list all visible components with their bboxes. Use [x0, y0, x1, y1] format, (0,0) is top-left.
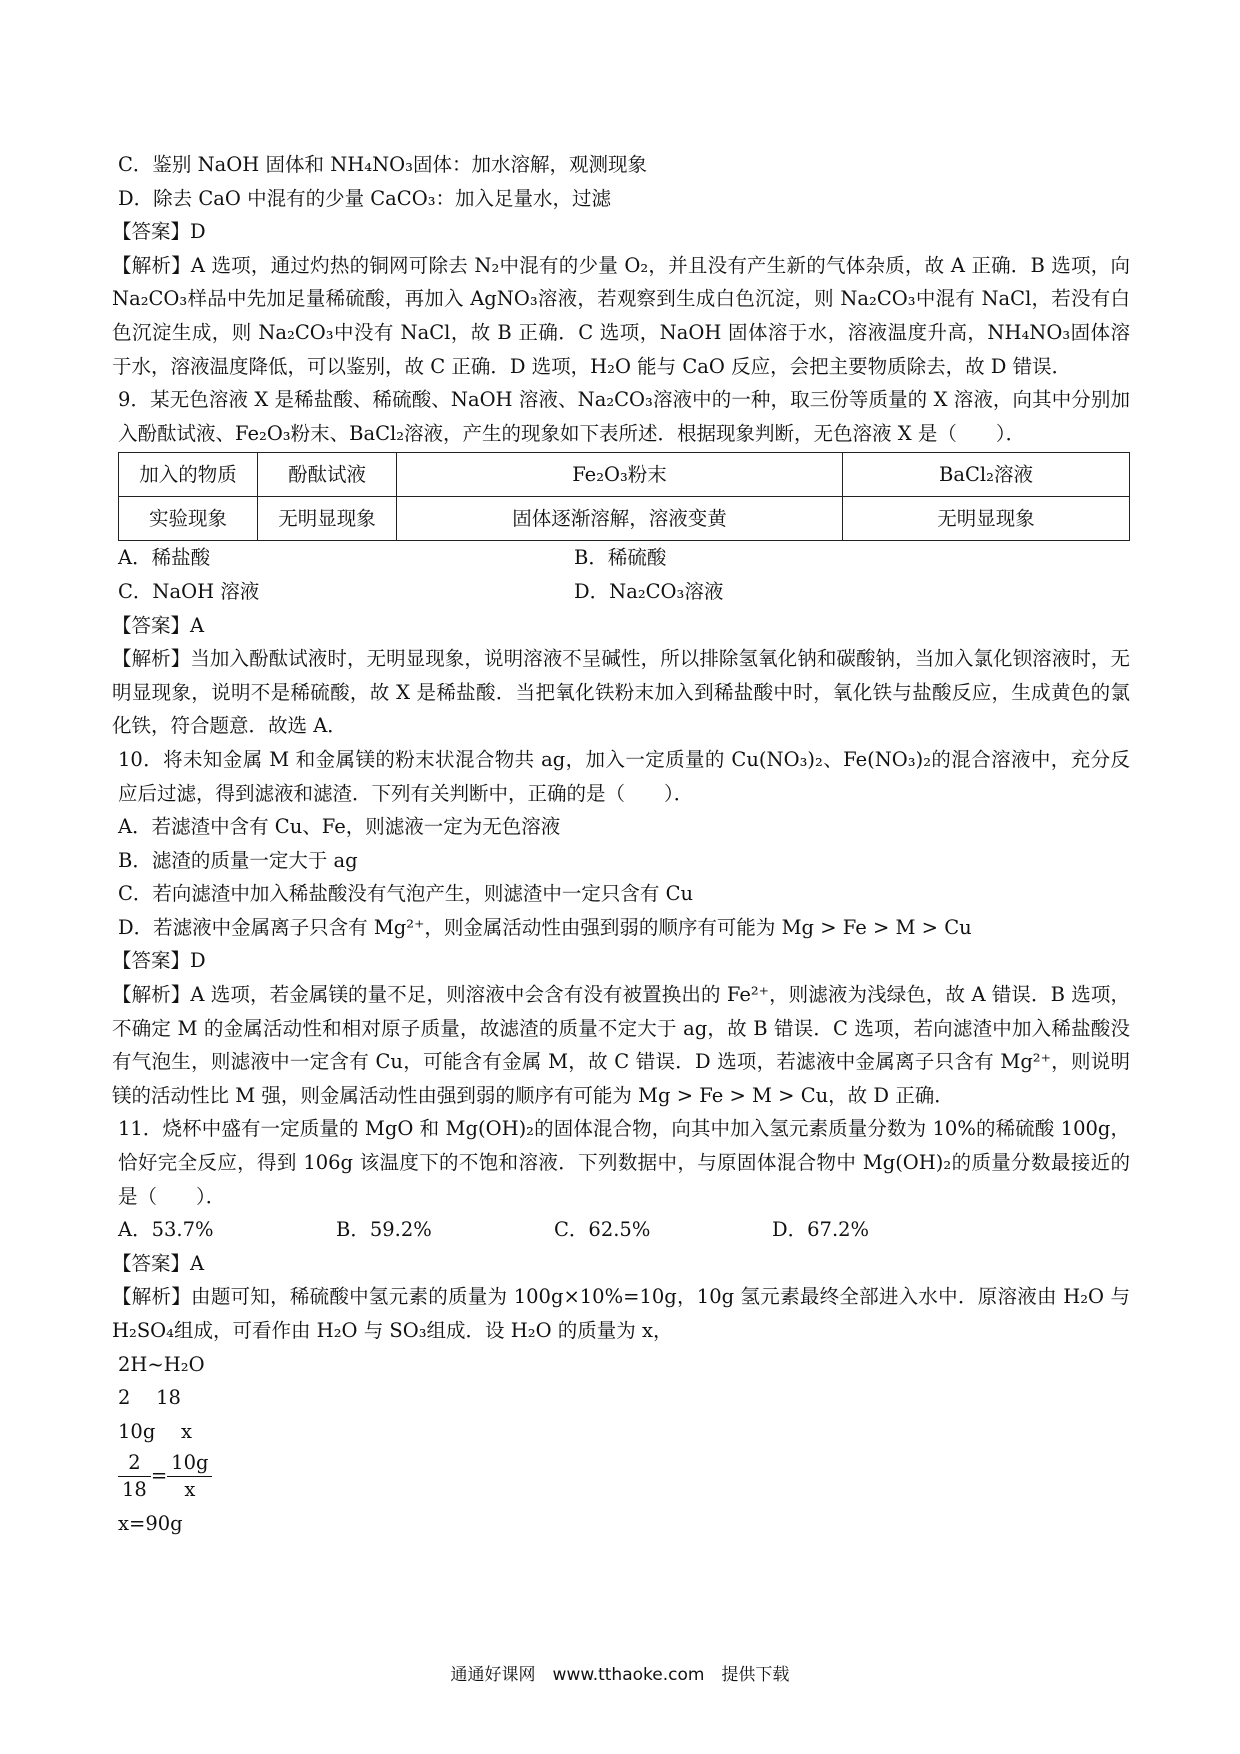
- q11-option-d: D．67.2%: [772, 1218, 870, 1242]
- q10-option-a: A．若滤渣中含有 Cu、Fe，则滤液一定为无色溶液: [118, 815, 561, 839]
- q10-analysis: 【解析】A 选项，若金属镁的量不足，则溶液中会含有没有被置换出的 Fe²⁺，则滤液为浅绿色，故 A 错误．B 选项，不确定 M 的金属活动性和相对原子质量，故滤渣的质量不定大于 ag，故 B 错误．C 选项，若向滤渣中加入稀盐酸没有气泡生，则滤液中一定含有 Cu，可能含有金属 M，故 C 错误．D 选项，若滤液中金属离子只含有 Mg²⁺，则说明镁的活动性比 M 强，则金属活动性由强到弱的顺序有可能为 Mg > Fe > M > Cu，故 D 正确．: [112, 983, 1130, 1107]
- q8-answer: 【答案】D: [112, 220, 206, 244]
- table-cell: 酚酞试液: [258, 453, 397, 497]
- table-row: [119, 497, 1130, 541]
- q11-option-b: B．59.2%: [336, 1218, 432, 1242]
- table-cell: 无明显现象: [843, 497, 1130, 541]
- q11-option-c: C．62.5%: [554, 1218, 651, 1242]
- q10-stem: 10．将未知金属 M 和金属镁的粉末状混合物共 ag，加入一定质量的 Cu(NO₃)₂、Fe(NO₃)₂的混合溶液中，充分反应后过滤，得到滤液和滤渣．下列有关判断中，正确的是（ ）．: [118, 747, 1130, 805]
- calc-line-3: 10g x: [118, 1419, 192, 1443]
- q9-option-c: C．NaOH 溶液: [118, 579, 260, 603]
- table-row: [119, 453, 1130, 497]
- calc-line-2: 2 18: [118, 1386, 181, 1410]
- page-footer: 通通好课网 www.tthaoke.com 提供下载: [450, 1665, 790, 1685]
- q10-answer: 【答案】D: [112, 949, 206, 973]
- calc-line-1: 2H~H₂O: [118, 1352, 205, 1376]
- table-cell: 加入的物质: [119, 453, 258, 497]
- table-cell: 固体逐渐溶解，溶液变黄: [397, 497, 843, 541]
- q10-option-b: B．滤渣的质量一定大于 ag: [118, 848, 358, 872]
- calc-proportion: [118, 1450, 1130, 1503]
- table-cell: 无明显现象: [258, 497, 397, 541]
- q8-option-c: C．鉴别 NaOH 固体和 NH₄NO₃固体：加水溶解，观测现象: [118, 153, 647, 176]
- q8-option-d: D．除去 CaO 中混有的少量 CaCO₃：加入足量水，过滤: [118, 186, 612, 210]
- q11-stem: 11．烧杯中盛有一定质量的 MgO 和 Mg(OH)₂的固体混合物，向其中加入氢元素质量分数为 10%的稀硫酸 100g，恰好完全反应，得到 106g 该温度下的不饱和溶液．下列数据中，与原固体混合物中 Mg(OH)₂的质量分数最接近的是（ ）．: [118, 1117, 1130, 1208]
- q8-analysis: 【解析】A 选项，通过灼热的铜网可除去 N₂中混有的少量 O₂，并且没有产生新的气体杂质，故 A 正确．B 选项，向 Na₂CO₃样品中先加足量稀硫酸，再加入 AgNO₃溶液，若观察到生成白色沉淀，则 Na₂CO₃中混有 NaCl，若没有白色沉淀生成，则 Na₂CO₃中没有 NaCl，故 B 正确．C 选项，NaOH 固体溶于水，溶液温度升高，NH₄NO₃固体溶于水，溶液温度降低，可以鉴别，故 C 正确．D 选项，H₂O 能与 CaO 反应，会把主要物质除去，故 D 错误．: [112, 253, 1130, 378]
- fraction-left: [118, 1450, 151, 1503]
- fraction-denominator: x: [184, 1478, 196, 1502]
- q9-table: [118, 452, 1130, 541]
- table-cell: Fe₂O₃粉末: [397, 453, 843, 497]
- table-cell: 实验现象: [119, 497, 258, 541]
- document-body: [112, 148, 1130, 1541]
- equals-sign: =: [150, 1464, 168, 1488]
- q9-stem: 9．某无色溶液 X 是稀盐酸、稀硫酸、NaOH 溶液、Na₂CO₃溶液中的一种，取三份等质量的 X 溶液，向其中分别加入酚酞试液、Fe₂O₃粉末、BaCl₂溶液，产生的现象如下表所述．根据现象判断，无色溶液 X 是（ ）．: [118, 388, 1130, 445]
- table-cell: BaCl₂溶液: [843, 453, 1130, 497]
- calc-result: x=90g: [118, 1512, 183, 1536]
- q11-answer: 【答案】A: [112, 1251, 205, 1275]
- q11-option-a: A．53.7%: [118, 1218, 214, 1242]
- q9-options-row-1: [118, 541, 1130, 575]
- q9-analysis: 【解析】当加入酚酞试液时，无明显现象，说明溶液不呈碱性，所以排除氢氧化钠和碳酸钠，当加入氯化钡溶液时，无明显现象，说明不是稀硫酸，故 X 是稀盐酸．当把氧化铁粉末加入到稀盐酸中时，氧化铁与盐酸反应，生成黄色的氯化铁，符合题意．故选 A．: [112, 647, 1130, 738]
- fraction-right: [167, 1450, 212, 1503]
- q11-analysis: 【解析】由题可知，稀硫酸中氢元素的质量为 100g×10%=10g，10g 氢元素最终全部进入水中．原溶液由 H₂O 与 H₂SO₄组成，可看作由 H₂O 与 SO₃组成．设 H₂O 的质量为 x，: [112, 1285, 1130, 1342]
- q10-option-d: D．若滤液中金属离子只含有 Mg²⁺，则金属活动性由强到弱的顺序有可能为 Mg > Fe > M > Cu: [118, 915, 972, 939]
- q9-option-d: D．Na₂CO₃溶液: [574, 579, 724, 603]
- q10-option-c: C．若向滤渣中加入稀盐酸没有气泡产生，则滤渣中一定只含有 Cu: [118, 882, 694, 906]
- q9-answer: 【答案】A: [112, 613, 205, 637]
- q9-options-row-2: [118, 575, 1130, 609]
- fraction-denominator: 18: [122, 1478, 147, 1502]
- q9-option-b: B．稀硫酸: [574, 546, 667, 570]
- fraction-numerator: 2: [118, 1450, 151, 1477]
- q11-options: [118, 1213, 1130, 1247]
- q9-option-a: A．稀盐酸: [118, 546, 211, 570]
- fraction-numerator: 10g: [167, 1450, 212, 1477]
